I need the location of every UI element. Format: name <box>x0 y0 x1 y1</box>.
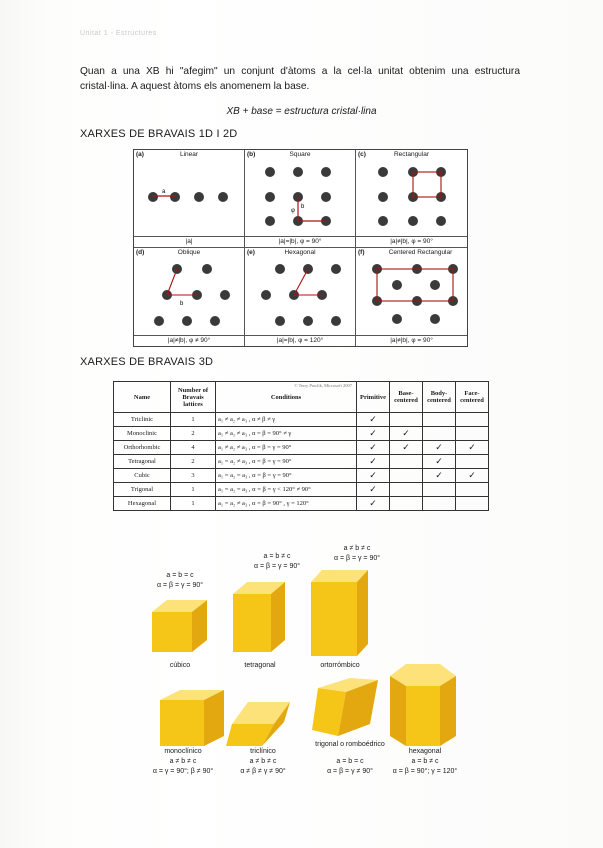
cubic-cond1: a = b = c <box>166 572 194 579</box>
monoclinic-label: monoclínico <box>164 748 202 755</box>
table-row <box>114 413 489 427</box>
lattice-name: Oblique <box>177 249 201 256</box>
lattice-name: Centered Rectangular <box>388 249 453 256</box>
cell-body <box>423 413 456 427</box>
cell-face <box>456 497 489 511</box>
tetragonal-cond2: α = β = γ = 90° <box>253 563 301 570</box>
lattice-cell-rectangular <box>356 150 467 248</box>
lattice-tag: (b) <box>247 151 256 158</box>
triclinic-label: triclínico <box>250 748 276 755</box>
hexagonal-label: hexagonal <box>408 748 442 755</box>
cell-name: Cubic <box>114 469 171 483</box>
orthorhombic-cell <box>311 570 368 656</box>
table-header-cell <box>216 382 357 413</box>
lattice-vectors <box>356 150 467 248</box>
cell-face <box>456 455 489 469</box>
lattice-tag: (e) <box>247 249 255 256</box>
cell-base <box>390 497 423 511</box>
triclinic-cond2: α ≠ β ≠ γ ≠ 90° <box>240 768 286 775</box>
cell-name: Triclinic <box>114 413 171 427</box>
cell-name: Hexagonal <box>114 497 171 511</box>
lattice-vectors <box>245 248 356 346</box>
triclinic-cell <box>226 702 290 746</box>
svg-text:φ: φ <box>291 208 295 214</box>
cell-face <box>456 413 489 427</box>
cell-conditions: a₁ ≠ a₂ ≠ a₃ , α ≠ β ≠ γ <box>216 413 357 427</box>
cell-count: 2 <box>171 455 216 469</box>
cell-conditions: a₁ = a₂ = a₃ , α = β = γ < 120° ≠ 90° <box>216 483 357 497</box>
cell-face: ✓ <box>456 469 489 483</box>
cell-body <box>423 427 456 441</box>
lattice-vector-a <box>134 150 245 248</box>
cell-base <box>390 413 423 427</box>
cell-name: Monoclinic <box>114 427 171 441</box>
cell-count: 4 <box>171 441 216 455</box>
lattice-cell-linear <box>134 150 245 248</box>
lattice-condition: |a|=|b|, φ = 90° <box>245 236 355 247</box>
table-row <box>114 455 489 469</box>
table-header-cell: Number of Bravais lattices <box>171 382 216 413</box>
lattice-tag: (a) <box>136 151 144 158</box>
monoclinic-cond2: α = γ = 90°; β ≠ 90° <box>152 768 214 775</box>
cell-conditions: a₁ ≠ a₂ ≠ a₃ , α = β = γ = 90° <box>216 441 357 455</box>
trigonal-cell <box>312 678 378 736</box>
hexagonal-cond1: a = b ≠ c <box>411 758 439 765</box>
intro-paragraph: Quan a una XB hi "afegim" un conjunt d'àtoms a la cel·la unitat obtenim una estructura cristal·lina. A aquest àtoms els anomenem la base. <box>80 66 520 92</box>
hexagonal-cell <box>390 664 456 746</box>
cell-body <box>423 483 456 497</box>
cell-name: Trigonal <box>114 483 171 497</box>
bravais-2d-figure <box>133 149 468 347</box>
lattice-name: Square <box>289 151 311 158</box>
cell-count: 2 <box>171 427 216 441</box>
cell-conditions: a₁ = a₂ ≠ a₃ , α = β = 90° , γ = 120° <box>216 497 357 511</box>
lattice-vectors <box>245 150 356 248</box>
crystal-systems-figure <box>0 540 603 840</box>
cell-body: ✓ <box>423 469 456 483</box>
table-row <box>114 469 489 483</box>
cell-conditions: a₁ ≠ a₂ ≠ a₃ , α = β = 90° ≠ γ <box>216 427 357 441</box>
cell-count: 1 <box>171 497 216 511</box>
svg-text:b: b <box>180 301 184 307</box>
lattice-cell-hexagonal <box>245 248 356 346</box>
cell-base: ✓ <box>390 427 423 441</box>
table-header-cell: Base-centered <box>390 382 423 413</box>
triclinic-cond1: a ≠ b ≠ c <box>249 758 277 765</box>
cell-body: ✓ <box>423 441 456 455</box>
formula: XB + base = estructura cristal·lina <box>226 106 377 117</box>
table-row <box>114 427 489 441</box>
lattice-condition: |a|≠|b|, φ ≠ 90° <box>134 335 244 346</box>
cubic-cond2: α = β = γ = 90° <box>156 582 204 589</box>
table-header-row <box>114 382 489 413</box>
cell-primitive: ✓ <box>357 427 390 441</box>
lattice-condition: |a|=|b|, φ = 120° <box>245 335 355 346</box>
svg-text:a: a <box>162 189 166 195</box>
conditions-header: Conditions <box>270 393 302 401</box>
tetragonal-cond1: a = b ≠ c <box>263 553 291 560</box>
lattice-cell-centered-rectangular <box>356 248 467 346</box>
hexagonal-cond2: α = β = 90°; γ = 120° <box>392 768 458 775</box>
bravais-3d-table <box>113 381 489 511</box>
trigonal-cond2: α = β = γ ≠ 90° <box>327 768 373 775</box>
lattice-tag: (d) <box>136 249 145 256</box>
cell-primitive: ✓ <box>357 441 390 455</box>
tetragonal-cell <box>233 582 285 652</box>
cell-face <box>456 483 489 497</box>
cell-base <box>390 483 423 497</box>
cell-primitive: ✓ <box>357 469 390 483</box>
cell-name: Tetragonal <box>114 455 171 469</box>
copyright-note: © Terry Pawlik, Microsoft 2007 <box>294 383 352 388</box>
lattice-condition: |a| <box>134 236 244 247</box>
trigonal-label: trigonal o romboédrico <box>315 741 385 748</box>
cell-base <box>390 455 423 469</box>
cell-base <box>390 469 423 483</box>
section-title-3d: XARXES DE BRAVAIS 3D <box>80 356 214 368</box>
table-header-cell: Primitive <box>357 382 390 413</box>
monoclinic-cond1: a ≠ b ≠ c <box>169 758 197 765</box>
cubic-cell <box>152 600 207 652</box>
cell-base: ✓ <box>390 441 423 455</box>
lattice-tag: (c) <box>358 151 366 158</box>
cell-primitive: ✓ <box>357 413 390 427</box>
cell-body: ✓ <box>423 455 456 469</box>
lattice-vectors <box>356 248 467 346</box>
cell-conditions: a₁ = a₂ = a₃ , α = β = γ = 90° <box>216 469 357 483</box>
orthorhombic-label: ortorrómbico <box>320 662 360 669</box>
section-title-2d: XARXES DE BRAVAIS 1D I 2D <box>80 128 238 140</box>
orthorhombic-cond2: α = β = γ = 90° <box>333 555 381 562</box>
cell-face <box>456 427 489 441</box>
cell-body <box>423 497 456 511</box>
table-row <box>114 497 489 511</box>
cell-primitive: ✓ <box>357 455 390 469</box>
lattice-cell-square <box>245 150 356 248</box>
cell-primitive: ✓ <box>357 483 390 497</box>
lattice-condition: |a|≠|b|, φ = 90° <box>356 335 467 346</box>
cell-count: 3 <box>171 469 216 483</box>
lattice-tag: (f) <box>358 249 365 256</box>
monoclinic-cell <box>160 690 224 746</box>
lattice-condition: |a|≠|b|, φ = 90° <box>356 236 467 247</box>
lattice-name: Hexagonal <box>284 249 316 256</box>
cubic-label: cúbico <box>169 662 191 669</box>
table-row <box>114 483 489 497</box>
cell-count: 1 <box>171 483 216 497</box>
cell-name: Orthorhombic <box>114 441 171 455</box>
trigonal-cond1: a = b = c <box>336 758 364 765</box>
lattice-name: Rectangular <box>393 151 430 158</box>
table-row <box>114 441 489 455</box>
tetragonal-label: tetragonal <box>244 662 276 669</box>
table-header-cell: Body-centered <box>423 382 456 413</box>
lattice-name: Linear <box>179 151 199 158</box>
table-header-cell: Name <box>114 382 171 413</box>
cell-count: 1 <box>171 413 216 427</box>
cell-face: ✓ <box>456 441 489 455</box>
cell-primitive: ✓ <box>357 497 390 511</box>
orthorhombic-cond1: a ≠ b ≠ c <box>343 545 371 552</box>
cell-conditions: a₁ = a₂ ≠ a₃ , α = β = γ = 90° <box>216 455 357 469</box>
table-header-cell: Face-centered <box>456 382 489 413</box>
svg-text:b: b <box>301 204 305 210</box>
lattice-vectors <box>134 248 245 346</box>
lattice-cell-oblique <box>134 248 245 346</box>
page-header: Unitat 1 - Estructures <box>80 30 157 37</box>
